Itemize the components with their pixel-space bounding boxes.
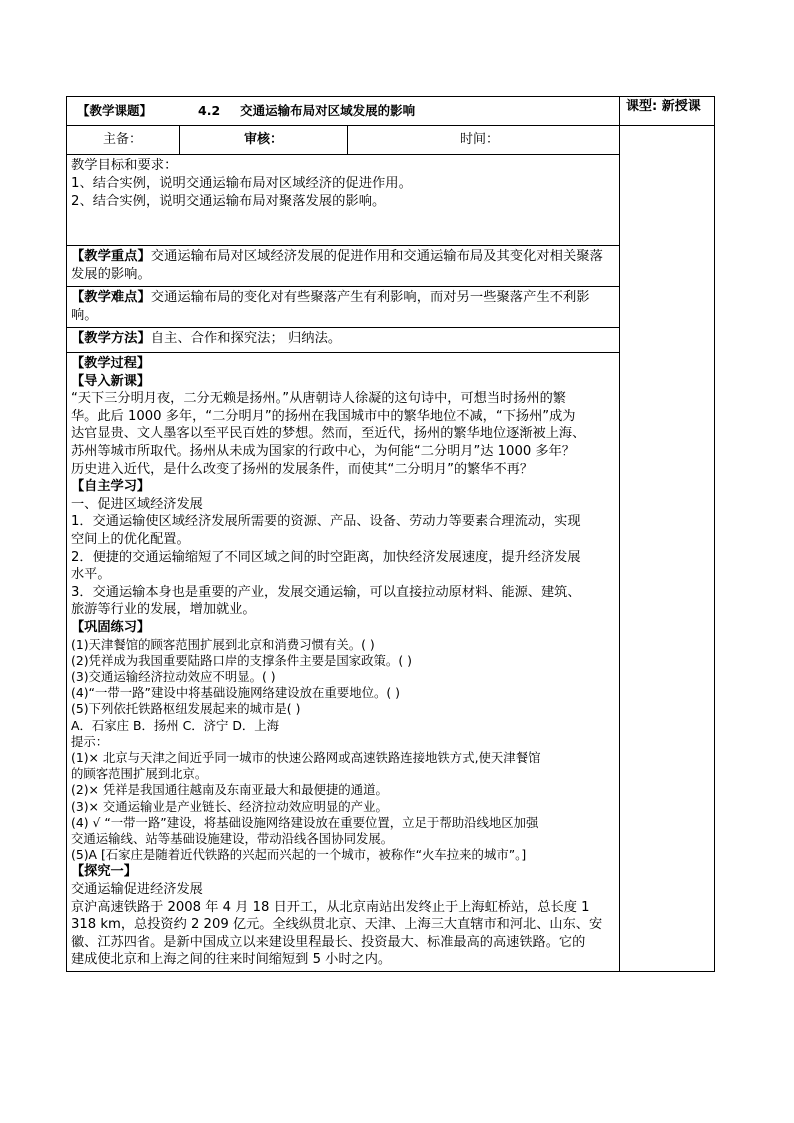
- lesson-topic-cell: [67, 97, 620, 126]
- difficulties-label: 【教学难点】: [71, 290, 151, 305]
- explore-line: 京沪高速铁路于 2008 年 4 月 18 日开工，从北京南站出发终止于上海虹桥站，总长度 1: [71, 899, 590, 915]
- goal-item: 1、结合实例，说明交通运输布局对区域经济的促进作用。: [71, 176, 412, 191]
- self-study-line: 1．交通运输使区域经济发展所需要的资源、产品、设备、劳动力等要素合理流动，实现: [71, 514, 581, 530]
- intro-line: 华。此后 1000 多年，“二分明月”的扬州在我国城市中的繁华地位不减，“下扬州”成为: [71, 408, 576, 424]
- difficulties-cell: [67, 287, 620, 328]
- practice-item: (3)交通运输经济拉动效应不明显。( ): [71, 668, 276, 684]
- reviewer-cell: [180, 126, 348, 155]
- explore-title: 交通运输促进经济发展: [71, 881, 203, 897]
- time-cell: [348, 126, 620, 155]
- self-study-line: 空间上的优化配置。: [71, 531, 190, 547]
- topic-label: 【教学课题】: [77, 103, 153, 118]
- methods-label: 【教学方法】: [71, 331, 151, 346]
- intro-heading: 【导入新课】: [71, 373, 151, 389]
- hint-item: (4) √ “一带一路”建设，将基础设施网络建设放在重要位置，立足于帮助沿线地区加强: [71, 814, 539, 830]
- meta-row: [67, 126, 715, 155]
- teaching-goals-cell: [67, 155, 620, 246]
- practice-item: (4)“一带一路”建设中将基础设施网络建设放在重要地位。( ): [71, 685, 400, 701]
- difficulties-row: [67, 287, 715, 328]
- hint-item: (1)× 北京与天津之间近乎同一城市的快速公路网或高速铁路连接地铁方式,使天津餐馆: [71, 749, 541, 765]
- explore-line: 318 km，总投资约 2 209 亿元。全线纵贯北京、天津、上海三大直辖市和河北、山东、安: [71, 917, 603, 933]
- difficulties-text: 交通运输布局的变化对有些聚落产生有利影响，而对另一些聚落产生不利影响。: [71, 290, 590, 323]
- side-notes-column: [620, 126, 715, 972]
- lead-preparer-cell: [67, 126, 180, 155]
- key-points-cell: [67, 246, 620, 287]
- methods-cell: [67, 328, 620, 353]
- hint-item: 的顾客范围扩展到北京。: [71, 766, 208, 782]
- self-study-line: 3．交通运输本身也是重要的产业，发展交通运输，可以直接拉动原材料、能源、建筑、: [71, 584, 581, 600]
- practice-options: A．石家庄 B．扬州 C．济宁 D．上海: [71, 717, 280, 733]
- goals-heading: 教学目标和要求：: [71, 158, 178, 173]
- practice-item: (2)凭祥成为我国重要陆路口岸的支撑条件主要是国家政策。( ): [71, 652, 412, 668]
- self-study-line: 旅游等行业的发展，增加就业。: [71, 602, 256, 618]
- hint-item: (3)× 交通运输业是产业链长、经济拉动效应明显的产业。: [71, 798, 388, 814]
- course-type: 课型: 新授课: [626, 99, 701, 114]
- lesson-number: 4.2: [198, 103, 221, 118]
- practice-heading: 【巩固练习】: [71, 619, 151, 635]
- intro-line: “天下三分明月夜，二分无赖是扬州。”从唐朝诗人徐凝的这句诗中，可想当时扬州的繁: [71, 391, 566, 407]
- intro-line: 苏州等城市所取代。扬州从未成为国家的行政中心，为何能“二分明月”达 1000 多年？: [71, 443, 575, 459]
- goals-row: [67, 155, 715, 246]
- goal-item: 2、结合实例，说明交通运输布局对聚落发展的影响。: [71, 194, 386, 209]
- key-points-row: [67, 246, 715, 287]
- methods-text: 自主、合作和探究法； 归纳法。: [150, 331, 342, 346]
- process-row: [67, 353, 715, 972]
- lesson-plan-table: [66, 96, 715, 972]
- self-study-line: 2．便捷的交通运输缩短了不同区域之间的时空距离，加快经济发展速度，提升经济发展: [71, 549, 581, 565]
- process-heading: 【教学过程】: [71, 356, 151, 371]
- lead-preparer-label: 主备：: [103, 132, 143, 147]
- self-study-heading: 【自主学习】: [71, 479, 151, 495]
- hint-label: 提示：: [71, 733, 109, 749]
- explore-heading: 【探究一】: [71, 864, 137, 880]
- key-points-text: 交通运输布局对区域经济发展的促进作用和交通运输布局及其变化对相关聚落发展的影响。: [71, 249, 603, 282]
- lesson-title: 交通运输布局对区域发展的影响: [240, 103, 416, 118]
- hint-item: (5)A [石家庄是随着近代铁路的兴起而兴起的一个城市，被称作“火车拉来的城市”。]: [71, 847, 527, 863]
- practice-item: (1)天津餐馆的顾客范围扩展到北京和消费习惯有关。( ): [71, 636, 375, 652]
- reviewer-label: 审核：: [244, 132, 284, 147]
- self-study-line: 水平。: [71, 567, 111, 583]
- section-one-title: 一、促进区域经济发展: [71, 496, 203, 512]
- hint-item: 交通运输线、站等基础设施建设，带动沿线各国协同发展。: [71, 830, 394, 846]
- methods-row: [67, 328, 715, 353]
- course-type-cell: [620, 97, 715, 126]
- time-label: 时间：: [460, 132, 500, 147]
- key-points-label: 【教学重点】: [71, 249, 151, 264]
- practice-item: (5)下列依托铁路枢纽发展起来的城市是( ): [71, 701, 301, 717]
- explore-line: 徽、江苏四省。是新中国成立以来建设里程最长、投资最大、标准最高的高速铁路。它的: [71, 934, 586, 950]
- explore-line: 建成使北京和上海之间的往来时间缩短到 5 小时之内。: [71, 952, 392, 968]
- teaching-process-cell: [67, 353, 620, 972]
- intro-line: 达官显贵、文人墨客以至平民百姓的梦想。然而，至近代，扬州的繁华地位逐渐被上海、: [71, 426, 586, 442]
- header-row: [67, 97, 715, 126]
- intro-line: 历史进入近代，是什么改变了扬州的发展条件，而使其“二分明月”的繁华不再？: [71, 461, 534, 477]
- hint-item: (2)× 凭祥是我国通往越南及东南亚最大和最便捷的通道。: [71, 782, 388, 798]
